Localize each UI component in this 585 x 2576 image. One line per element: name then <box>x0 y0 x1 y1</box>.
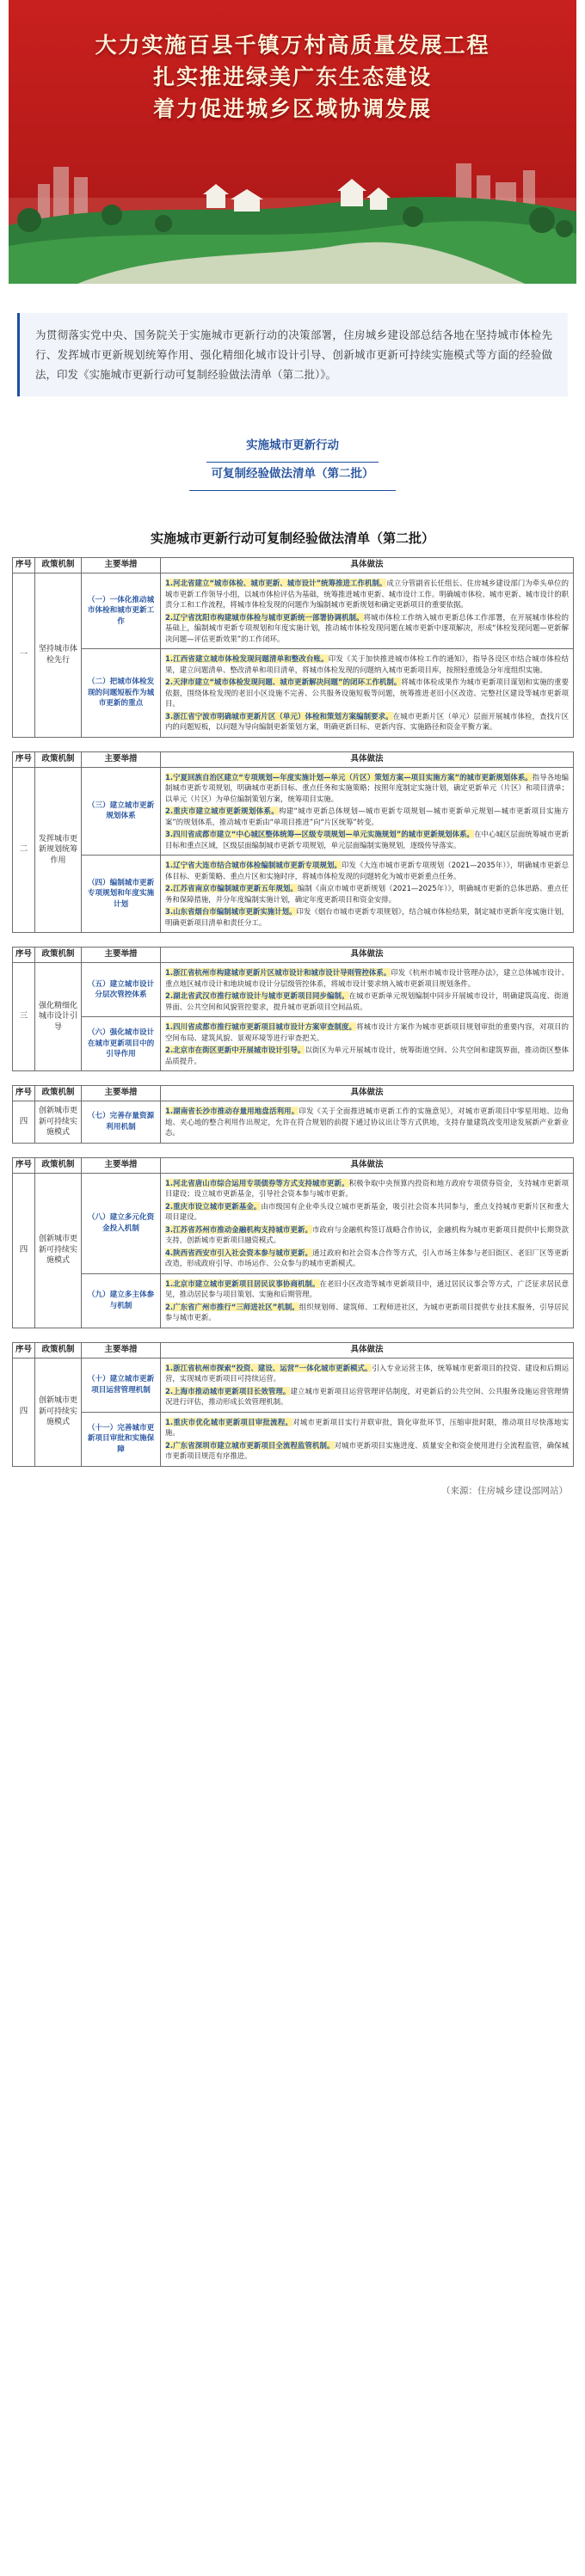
detail-item <box>165 1440 569 1462</box>
row-measure: （一）一体化推动城市体检和城市更新工作 <box>82 573 161 649</box>
detail-item-text: 印发《关于加快推进城市体检工作的通知》，指导各设区市结合城市体检结果，建立问题清单、整改清单和项目清单，将城市体检发现的问题纳入城市更新项目库，按照轻重缓急分年度组织实施。 <box>165 654 569 674</box>
header-seq: 序号 <box>13 1342 35 1358</box>
detail-item-lead: 3.四川省成都市建立“中心城区整体统筹—区级专项规划—单元实施规划”的城市更新规划体系。 <box>165 830 475 838</box>
policy-table <box>12 751 574 934</box>
header-detail: 具体做法 <box>161 558 574 573</box>
table-gap <box>12 1071 573 1085</box>
detail-item-text: 印发《杭州市城市设计管理办法》，建立总体城市设计、重点地区城市设计和地块城市设计分层级管控体系，将城市设计要求纳入城市更新项目规划条件。 <box>165 968 569 988</box>
row-detail <box>161 856 574 933</box>
detail-item <box>165 1248 569 1269</box>
row-seq: 二 <box>13 767 35 933</box>
row-detail <box>161 1358 574 1412</box>
header-detail: 具体做法 <box>161 1157 574 1173</box>
detail-item-lead: 3.浙江省宁波市明确城市更新片区（单元）体检和策划方案编制要求。 <box>165 711 393 721</box>
detail-item-text: 引入专业运营主体，统筹城市更新项目的投资、建设和后期运营，实现城市更新项目可持续运营。 <box>165 1363 570 1383</box>
header-seq: 序号 <box>13 751 35 767</box>
detail-item <box>165 806 569 827</box>
detail-item-lead: 3.山东省烟台市编制城市更新实施计划。 <box>165 907 297 916</box>
row-measure: （五）建立城市设计分层次管控体系 <box>82 963 161 1017</box>
detail-item-lead: 1.北京市建立城市更新项目居民议事协商机制。 <box>165 1279 320 1288</box>
heading-divider <box>189 490 396 491</box>
table-row <box>13 767 574 856</box>
banner-line-1: 大力实施百县千镇万村高质量发展工程 <box>95 33 490 58</box>
detail-item-lead: 2.重庆市建立城市更新规划体系。 <box>165 807 279 815</box>
header-seq: 序号 <box>13 948 35 963</box>
detail-item-text: 印发《大连市城市更新专项规划（2021—2035年）》，明确城市更新总体目标、更新策略、重点片区和实施时序，将城市体检发现的问题转化为城市更新重点任务。 <box>165 861 569 880</box>
detail-item-text: 编制《南京市城市更新规划（2021—2025年）》，明确城市更新的总体思路、重点任务和保障措施，并分年度编制实施计划，确定年度更新项目和资金安排。 <box>165 884 569 904</box>
header-seq: 序号 <box>13 558 35 573</box>
row-measure: （十一）完善城市更新项目审批和实施保障 <box>82 1412 161 1466</box>
detail-item <box>165 1045 569 1066</box>
row-detail <box>161 1273 574 1328</box>
detail-item <box>165 1302 569 1323</box>
detail-item-text: 通过政府和社会资本合作等方式，引入市场主体参与老旧街区、老旧厂区等更新改造，形成政府引导、市场运作、公众参与的城市更新模式。 <box>165 1248 569 1267</box>
banner <box>9 0 576 284</box>
table-row <box>13 573 574 649</box>
section-heading <box>163 427 422 500</box>
detail-item <box>165 711 569 733</box>
document-title: 实施城市更新行动可复制经验做法清单（第二批） <box>150 531 434 546</box>
row-mechanism: 坚持城市体检先行 <box>35 573 82 738</box>
detail-item-lead: 1.宁夏回族自治区建立“专项规划—年度实施计划—单元（片区）策划方案—项目实施方案”的城市更新规划体系。 <box>165 772 533 782</box>
detail-item <box>165 1417 569 1438</box>
detail-item <box>165 578 569 610</box>
detail-item-text: 成立分管副省长任组长、住房城乡建设部门为牵头单位的城市更新工作领导小组，以城市体检评估为基础，统筹推进城市更新、城市设计工作。明确城市体检、城市更新、城市设计的职责分工和工作流程，将城市体检发现的问题作为编制城市更新规划和确定更新项目的重要依据。 <box>165 579 570 609</box>
row-seq: 三 <box>13 963 35 1071</box>
header-detail: 具体做法 <box>161 1342 574 1358</box>
row-measure: （七）完善存量资源利用机制 <box>82 1101 161 1144</box>
detail-item <box>165 772 569 805</box>
header-measure: 主要举措 <box>82 948 161 963</box>
header-mechanism: 政策机制 <box>35 751 82 767</box>
row-detail <box>161 649 574 738</box>
policy-table <box>12 1342 574 1467</box>
header-measure: 主要举措 <box>82 1157 161 1173</box>
detail-item-lead: 2.湖北省武汉市推行城市设计与城市更新项目同步编制。 <box>165 991 349 1000</box>
policy-table <box>12 1157 574 1328</box>
detail-item-lead: 4.陕西省西安市引入社会资本参与城市更新。 <box>165 1248 312 1257</box>
table-gap <box>12 1144 573 1157</box>
detail-item-text: 印发《关于全面推进城市更新工作的实施意见》，对城市更新项目中零星用地、边角地、夹心地的整合利用作出规定，允许在符合规划的前提下通过协议出让等方式供地，支持存量建筑改变用途发展新产业新业态。 <box>165 1107 569 1137</box>
row-detail <box>161 1173 574 1273</box>
header-mechanism: 政策机制 <box>35 1342 82 1358</box>
row-seq: 四 <box>13 1101 35 1144</box>
detail-item-text: 在城市更新单元规划编制中同步开展城市设计，明确建筑高度、街道界面、公共空间和风貌管控要求，提升城市更新项目空间品质。 <box>165 991 569 1011</box>
detail-item <box>165 1279 569 1300</box>
policy-table <box>12 1085 574 1144</box>
header-detail: 具体做法 <box>161 1086 574 1101</box>
detail-item <box>165 677 569 709</box>
detail-item <box>165 991 569 1012</box>
source-note: （来源：住房城乡建设部网站） <box>441 1485 568 1496</box>
detail-item-text: 在老旧小区改造等城市更新项目中，通过居民议事会等方式，广泛征求居民意见，推动居民参与项目策划、实施和后期管理。 <box>165 1279 569 1298</box>
detail-item-text: 将城市体检成果作为城市更新项目谋划和实施的重要依据，围绕体检发现的老旧小区设施不完善、公共服务设施短板等问题，统筹推进老旧小区改造、完整社区建设等城市更新项目。 <box>165 678 570 708</box>
detail-item-text: 组织规划师、建筑师、工程师进社区，为城市更新项目提供专业技术服务，引导居民参与城市更新。 <box>165 1302 569 1322</box>
detail-item-lead: 1.浙江省杭州市探索“投资、建设、运营”一体化城市更新模式。 <box>165 1363 373 1372</box>
header-mechanism: 政策机制 <box>35 948 82 963</box>
table-gap <box>12 738 573 751</box>
row-mechanism: 创新城市更新可持续实施模式 <box>35 1101 82 1144</box>
intro-paragraph: 为贯彻落实党中央、国务院关于实施城市更新行动的决策部署，住房城乡建设部总结各地在坚持城市体检先行、发挥城市更新规划统筹作用、强化精细化城市设计引导、创新城市更新可持续实施模式等方面的经验做法，印发《实施城市更新行动可复制经验做法清单（第二批）》。 <box>17 313 568 396</box>
row-detail <box>161 1412 574 1466</box>
detail-item-text: 对城市更新项目实行并联审批，简化审批环节，压缩审批时限，推动项目尽快落地实施。 <box>165 1417 570 1437</box>
row-mechanism: 创新城市更新可持续实施模式 <box>35 1358 82 1466</box>
table-gap <box>12 933 573 947</box>
detail-item-text: 积极争取中央预算内投资和地方政府专项债券资金，支持城市更新项目建设；设立城市更新基金，引导社会资本参与城市更新。 <box>165 1178 569 1198</box>
row-measure: （二）把城市体检发现的问题短板作为城市更新的重点 <box>82 649 161 738</box>
policy-table <box>12 557 574 738</box>
detail-item-text: 将城市设计方案作为城市更新项目规划审批的重要内容，对项目的空间布局、建筑风貌、景观环境等进行审查把关。 <box>165 1022 569 1042</box>
table-row <box>13 649 574 738</box>
row-measure: （九）建立多主体参与机制 <box>82 1273 161 1328</box>
section-heading-line-1: 实施城市更新行动 <box>246 439 339 452</box>
detail-item <box>165 860 569 881</box>
detail-item-lead: 1.浙江省杭州市构建城市更新片区城市设计和城市设计导则管控体系。 <box>165 968 391 977</box>
table-row <box>13 1412 574 1466</box>
detail-item-text: 指导各地编制城市更新专项规划，明确城市更新目标、重点任务和实施策略；按照年度制定实施计划，确定更新单元（片区）和项目清单；以单元（片区）为单位编制策划方案，统筹项目实施。 <box>165 772 570 803</box>
section-heading-line-2: 可复制经验做法清单（第二批） <box>211 467 374 481</box>
detail-item <box>165 1363 569 1384</box>
detail-item <box>165 1201 569 1223</box>
policy-table <box>12 947 574 1071</box>
detail-item <box>165 612 569 645</box>
detail-item-lead: 2.广东省广州市推行“三师进社区”机制。 <box>165 1302 299 1311</box>
detail-item <box>165 906 569 928</box>
row-seq: 一 <box>13 573 35 738</box>
row-detail <box>161 767 574 856</box>
detail-item <box>165 1021 569 1043</box>
row-detail <box>161 1101 574 1144</box>
table-row <box>13 1017 574 1071</box>
detail-item <box>165 967 569 989</box>
header-seq: 序号 <box>13 1157 35 1173</box>
detail-item-lead: 1.河北省唐山市综合运用专项债券等方式支持城市更新。 <box>165 1178 349 1187</box>
row-detail <box>161 573 574 649</box>
banner-line-3: 着力促进城乡区域协调发展 <box>152 96 432 121</box>
table-gap <box>12 1328 573 1342</box>
table-row <box>13 1173 574 1273</box>
detail-item <box>165 1178 569 1199</box>
row-mechanism: 强化精细化城市设计引导 <box>35 963 82 1071</box>
header-detail: 具体做法 <box>161 751 574 767</box>
table-row <box>13 1273 574 1328</box>
banner-line-2: 扎实推进绿美广东生态建设 <box>152 64 432 89</box>
detail-item <box>165 1386 569 1408</box>
detail-item-lead: 1.湖南省长沙市推动存量用地盘活利用。 <box>165 1107 299 1115</box>
detail-item-lead: 1.重庆市优化城市更新项目审批流程。 <box>165 1417 293 1426</box>
row-measure: （三）建立城市更新规划体系 <box>82 767 161 856</box>
header-mechanism: 政策机制 <box>35 1157 82 1173</box>
detail-item-text: 在中心城区层面统筹城市更新目标和重点区域，区级层面编制城市更新专项规划，单元层面编制实施规划，逐级传导落实。 <box>165 830 570 849</box>
detail-item-lead: 2.天津市建立“城市体检发现问题、城市更新解决问题”的闭环工作机制。 <box>165 678 402 686</box>
row-seq: 四 <box>13 1173 35 1328</box>
detail-item <box>165 883 569 905</box>
header-detail: 具体做法 <box>161 948 574 963</box>
table-row <box>13 1101 574 1144</box>
detail-item-lead: 1.河北省建立“城市体检、城市更新、城市设计”统筹推进工作机制。 <box>165 579 387 587</box>
row-detail <box>161 963 574 1017</box>
detail-item-lead: 2.北京市在街区更新中开展城市设计引导。 <box>165 1046 305 1054</box>
header-measure: 主要举措 <box>82 1342 161 1358</box>
detail-item-text: 在城市更新片区（单元）层面开展城市体检，查找片区内的问题短板，以问题为导向编制更新策划方案，明确更新目标、更新内容、实施路径和资金平衡方案。 <box>165 711 569 731</box>
detail-item-lead: 2.上海市推动城市更新项目长效管理。 <box>165 1386 291 1395</box>
row-detail <box>161 1017 574 1071</box>
header-mechanism: 政策机制 <box>35 558 82 573</box>
detail-item-lead: 2.辽宁省沈阳市构建城市体检与城市更新统一部署协调机制。 <box>165 612 364 622</box>
detail-item-text: 对城市更新项目实施进度、质量安全和资金使用进行全流程监管，确保城市更新项目规范有序推进。 <box>165 1440 570 1460</box>
detail-item-lead: 1.江西省建立城市体检发现问题清单和整改台账。 <box>165 654 329 663</box>
detail-item <box>165 1224 569 1246</box>
detail-item-text: 以街区为单元开展城市设计，统筹街道空间、公共空间和建筑界面，推动街区整体品质提升。 <box>165 1046 569 1065</box>
detail-item-lead: 1.辽宁省大连市结合城市体检编制城市更新专项规划。 <box>165 861 342 869</box>
detail-item-lead: 2.江苏省南京市编制城市更新五年规划。 <box>165 884 298 892</box>
detail-item-text: 构建“城市更新总体规划—城市更新专项规划—城市更新单元规划—城市更新项目实施方案”的规划体系，推动城市更新由“单项目推进”向“片区统筹”转变。 <box>165 807 569 826</box>
detail-item <box>165 653 569 675</box>
detail-item <box>165 1106 569 1138</box>
header-measure: 主要举措 <box>82 558 161 573</box>
detail-item-text: 将城市体检工作纳入城市更新总体工作部署，在开展城市体检的基础上，编制城市更新专项规划和年度实施计划，推动城市体检发现问题在城市更新中逐项解决，形成“体检发现问题—更新解决问题—评估更新效果”的工作闭环。 <box>165 612 569 643</box>
header-seq: 序号 <box>13 1086 35 1101</box>
policy-tables <box>12 557 573 1467</box>
detail-item-lead: 2.重庆市设立城市更新基金。 <box>165 1201 262 1211</box>
row-mechanism: 创新城市更新可持续实施模式 <box>35 1173 82 1328</box>
row-seq: 四 <box>13 1358 35 1466</box>
detail-item-text: 市政府与金融机构签订战略合作协议，金融机构为城市更新项目提供中长期贷款支持，创新城市更新项目融资模式。 <box>165 1224 569 1244</box>
detail-item <box>165 829 569 850</box>
row-measure: （八）建立多元化资金投入机制 <box>82 1173 161 1273</box>
row-measure: （六）强化城市设计在城市更新项目中的引导作用 <box>82 1017 161 1071</box>
detail-item-text: 建立城市更新项目运营管理评估制度，对更新后的公共空间、公共服务设施运营管理情况进行评估，推动形成长效管理机制。 <box>165 1386 569 1406</box>
detail-item-text: 印发《烟台市城市更新专项规划》，结合城市体检结果，制定城市更新年度实施计划，明确更新项目清单和责任分工。 <box>165 907 569 927</box>
table-row <box>13 856 574 933</box>
detail-item-lead: 3.江苏省苏州市推动金融机构支持城市更新。 <box>165 1224 312 1234</box>
table-row <box>13 963 574 1017</box>
banner-slogan <box>9 29 576 125</box>
detail-item-lead: 2.广东省深圳市建立城市更新项目全流程监管机制。 <box>165 1440 335 1450</box>
header-measure: 主要举措 <box>82 1086 161 1101</box>
detail-item-lead: 1.四川省成都市推行城市更新项目城市设计方案审查制度。 <box>165 1022 357 1031</box>
header-mechanism: 政策机制 <box>35 1086 82 1101</box>
header-measure: 主要举措 <box>82 751 161 767</box>
row-measure: （十）建立城市更新项目运营管理机制 <box>82 1358 161 1412</box>
row-mechanism: 发挥城市更新规划统筹作用 <box>35 767 82 933</box>
detail-item-text: 由市级国有企业牵头设立城市更新基金，吸引社会资本共同参与，重点支持城市更新片区和重大项目建设。 <box>165 1201 569 1221</box>
table-row <box>13 1358 574 1412</box>
row-measure: （四）编制城市更新专项规划和年度实施计划 <box>82 856 161 933</box>
